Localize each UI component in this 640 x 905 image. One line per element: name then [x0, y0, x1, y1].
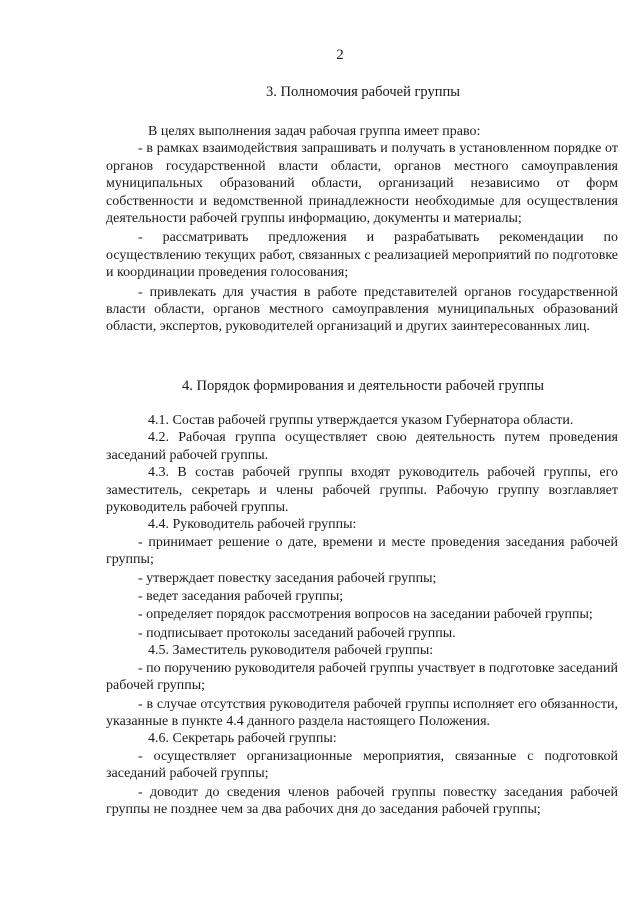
section-4-heading: 4. Порядок формирования и деятельности рабочей группы — [181, 378, 545, 394]
section-3-item-2: - рассматривать предложения и разрабатывать рекомендации по осуществлению текущих работ, связанных с реализацией мероприятий по подготовке и координации проведения голосования; — [106, 230, 618, 281]
paragraph-4-2: 4.2. Рабочая группа осуществляет свою деятельность путем проведения заседаний рабочей группы. — [106, 430, 618, 463]
page-number: 2 — [336, 47, 344, 63]
paragraph-4-6-item-1: - осуществляет организационные мероприятия, связанные с подготовкой заседаний рабочей группы; — [106, 748, 618, 782]
paragraph-4-6-item-2: - доводит до сведения членов рабочей группы повестку заседания рабочей группы не позднее чем за два рабочих дня до заседания рабочей группы; — [106, 784, 618, 817]
paragraph-4-4-item-1: - принимает решение о дате, времени и месте проведения заседания рабочей группы; — [106, 534, 618, 568]
paragraph-4-4-item-4: - определяет порядок рассмотрения вопросов на заседании рабочей группы; — [138, 607, 593, 623]
paragraph-4-3: 4.3. В состав рабочей группы входят руководитель рабочей группы, его заместитель, секретарь и члены рабочей группы. Рабочую группу возглавляет руководитель рабочей группы. — [106, 465, 618, 516]
paragraph-4-4-item-3: - ведет заседания рабочей группы; — [138, 589, 344, 605]
paragraph-4-4-item-5: - подписывает протоколы заседаний рабочей группы. — [138, 625, 456, 641]
section-3-item-3: - привлекать для участия в работе представителей органов государственной власти области, органов местного самоуправления муниципальных образований области, экспертов, руководителей организаций и других заинтересованных лиц. — [106, 284, 618, 335]
paragraph-4-5: 4.5. Заместитель руководителя рабочей группы: — [148, 643, 434, 659]
section-3-intro: В целях выполнения задач рабочая группа имеет право: — [148, 124, 481, 139]
paragraph-4-4-item-2: - утверждает повестку заседания рабочей группы; — [138, 570, 437, 586]
section-3-item-1: - в рамках взаимодействия запрашивать и получать в установленном порядке от органов государственной власти области, органов местного самоуправления муниципальных образований области, организаций независимо от форм собственности и ведомственной принадлежности необходимые для осуществления деятельности рабочей группы информацию, документы и материалы; — [106, 141, 618, 227]
paragraph-4-5-item-2: - в случае отсутствия руководителя рабочей группы исполняет его обязанности, указанные в пункте 4.4 данного раздела настоящего Положения. — [106, 696, 618, 729]
paragraph-4-5-item-1: - по поручению руководителя рабочей группы участвует в подготовке заседаний рабочей группы; — [106, 660, 618, 694]
paragraph-4-6: 4.6. Секретарь рабочей группы: — [148, 731, 337, 747]
section-4-body — [106, 412, 618, 818]
paragraph-4-4: 4.4. Руководитель рабочей группы: — [148, 517, 357, 533]
section-3-body — [106, 123, 618, 336]
section-3-heading: 3. Полномочия рабочей группы — [266, 84, 460, 100]
paragraph-4-1: 4.1. Состав рабочей группы утверждается указом Губернатора области. — [148, 413, 574, 428]
